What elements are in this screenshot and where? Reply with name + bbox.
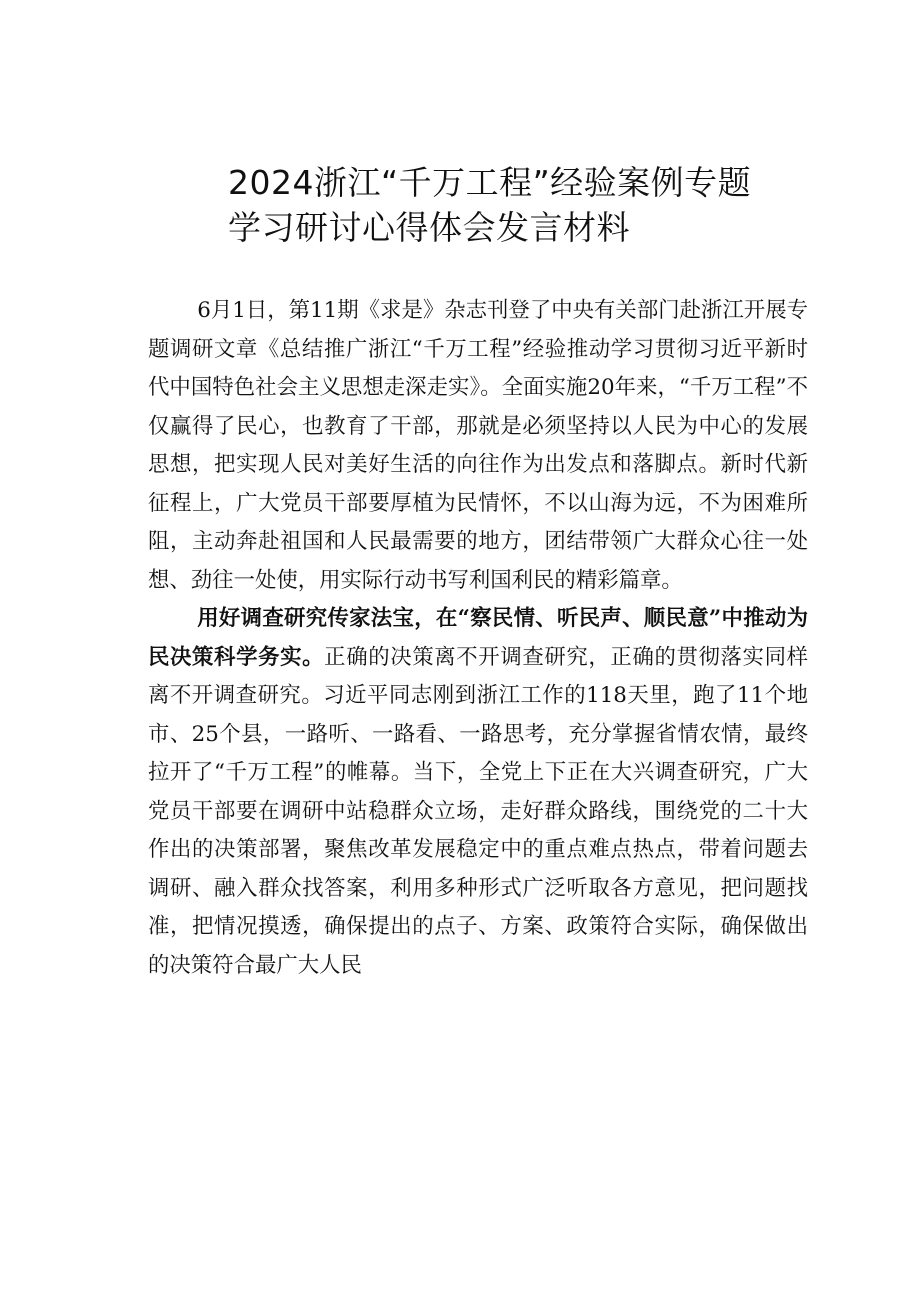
title-line-2: 学习研讨心得体会发言材料 (228, 208, 630, 247)
paragraph-1-text: 6月1日，第11期《求是》杂志刊登了中央有关部门赴浙江开展专题调研文章《总结推广浙江“千万工程”经验推动学习贯彻习近平新时代中国特色社会主义思想走深走实》。全面实施20年来，“千万工程”不仅赢得了民心，也教育了干部，那就是必须坚持以人民为中心的发展思想，把实现人民对美好生活的向往作为出发点和落脚点。新时代新征程上，广大党员干部要厚植为民情怀，不以山海为远，不为困难所阻，主动奔赴祖国和人民最需要的地方，团结带领广大群众心往一处想、劲往一处使，用实际行动书写利国利民的精彩篇章。 (148, 298, 808, 593)
paragraph-2-text: 正确的决策离不开调查研究，正确的贯彻落实同样离不开调查研究。习近平同志刚到浙江工作的118天里，跑了11个地市、25个县，一路听、一路看、一路思考，充分掌握省情农情，最终拉开了“千万工程”的帷幕。当下，全党上下正在大兴调查研究，广大党员干部要在调研中站稳群众立场，走好群众路线，围绕党的二十大作出的决策部署，聚焦改革发展稳定中的重点难点热点，带着问题去调研、融入群众找答案，利用多种形式广泛听取各方意见，把问题找准，把情况摸透，确保提出的点子、方案、政策符合实际，确保做出的决策符合最广大人民 (148, 644, 808, 978)
paragraph-2-lead: 用好调查研究传家法宝，在“察民情、听民声、顺民意”中推动为民决策科学务实。 (148, 606, 808, 670)
title-line-1: 2024浙江“千万工程”经验案例专题 (228, 163, 752, 202)
document-title (228, 160, 828, 250)
paragraph-2 (148, 600, 808, 985)
paragraph-1 (148, 292, 808, 600)
document-body (148, 292, 808, 985)
